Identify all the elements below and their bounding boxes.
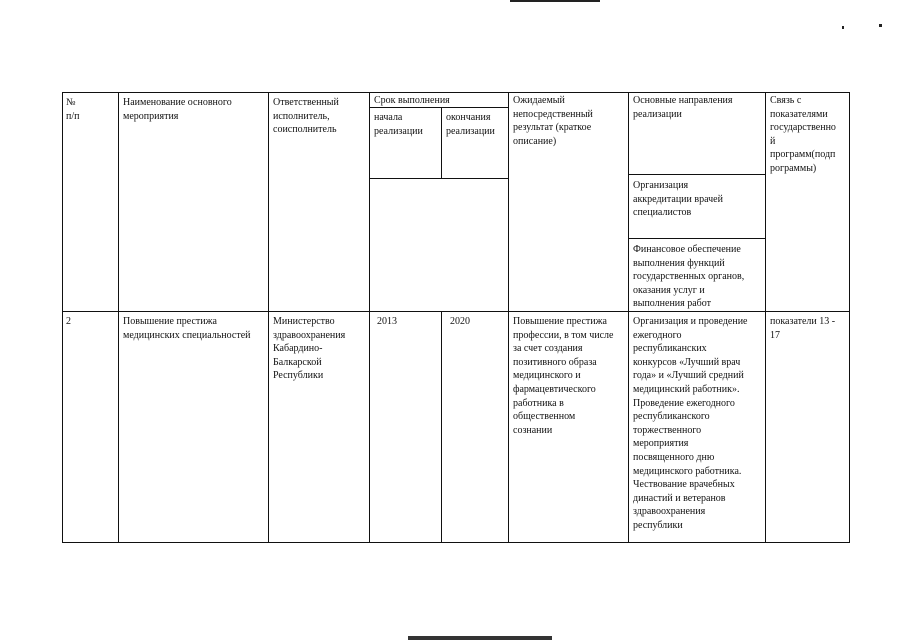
header-link: Связь с показателями государственно й программ(подп рограммы) — [770, 95, 836, 174]
header-end: окончания реализации — [446, 112, 495, 137]
direction-item-financing: Финансовое обеспечение выполнения функций государственных органов, оказания услуг и выполнения работ — [633, 244, 745, 310]
col-divider-7 — [765, 92, 766, 543]
table-border-left — [62, 92, 63, 543]
col-divider-4-row — [441, 311, 442, 543]
header-name: Наименование основного мероприятия — [123, 97, 232, 122]
table-border-right — [849, 92, 850, 543]
header-period: Срок выполнения — [374, 95, 450, 106]
col-divider-5 — [508, 92, 509, 543]
row-result: Повышение престижа профессии, в том числе за счет создания позитивного образа медицинского и фармацевтического работника в общественном сознании — [513, 316, 614, 436]
row-num: 2 — [66, 316, 71, 327]
header-start: начала реализации — [374, 112, 423, 137]
scan-artifact-dot — [842, 26, 844, 29]
header-responsible: Ответственный исполнитель, соисполнитель — [273, 97, 339, 136]
col-divider-2 — [268, 92, 269, 543]
table-border-top — [62, 92, 850, 93]
row-name: Повышение престижа медицинских специальностей — [123, 316, 251, 341]
col-divider-3 — [369, 92, 370, 543]
row-link: показатели 13 - 17 — [770, 316, 836, 341]
header-result: Ожидаемый непосредственный результат (краткое описание) — [513, 95, 593, 147]
header-num: № п/п — [66, 97, 80, 122]
row-start: 2013 — [377, 316, 397, 327]
row-divider — [62, 311, 850, 312]
scan-artifact-top — [510, 0, 600, 2]
col-divider-6 — [628, 92, 629, 543]
scan-artifact-bottom — [408, 636, 552, 640]
col-divider-4 — [441, 107, 442, 179]
direction-divider-1 — [628, 174, 765, 175]
row-directions: Организация и проведение ежегодного республиканских конкурсов «Лучший врач года» и «Лучший средний медицинский работник». Проведение ежегодного республиканского торжественного мероприятия посвященного дню медицинского работника. Чествование врачебных династий и ветеранов здравоохранения республики — [633, 316, 748, 531]
table-border-bottom — [62, 542, 850, 543]
direction-divider-2 — [628, 238, 765, 239]
scan-artifact-dot — [879, 24, 882, 27]
period-subheader-bottom — [369, 178, 508, 179]
row-responsible: Министерство здравоохранения Кабардино- Балкарской Республики — [273, 316, 346, 382]
col-divider-1 — [118, 92, 119, 543]
direction-item-accreditation: Организация аккредитации врачей специалистов — [633, 180, 723, 219]
header-directions: Основные направления реализации — [633, 95, 733, 120]
row-end: 2020 — [450, 316, 470, 327]
